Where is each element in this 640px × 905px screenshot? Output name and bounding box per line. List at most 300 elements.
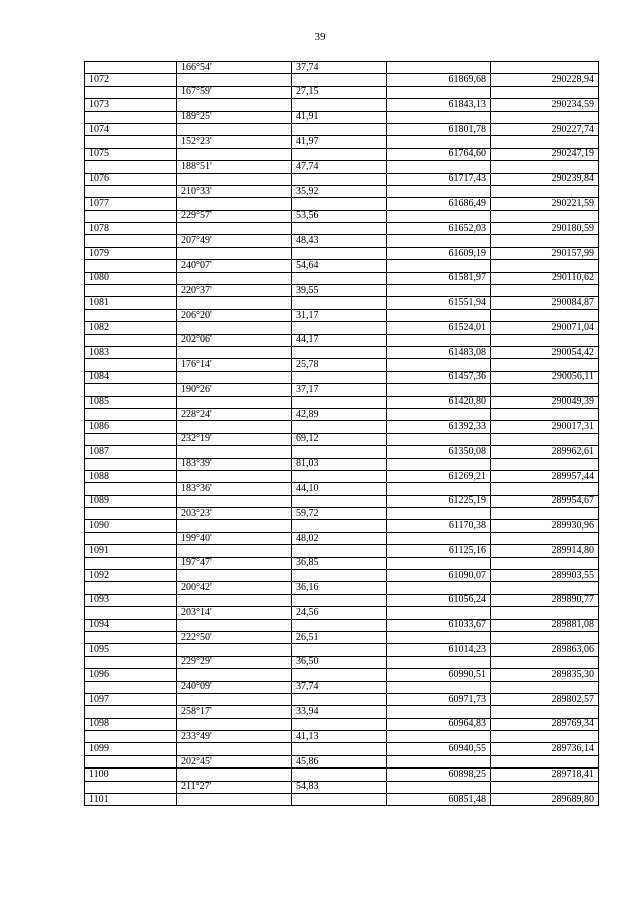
y-coordinate-cell <box>491 781 599 793</box>
point-number-cell <box>85 656 177 668</box>
y-coordinate-cell: 290228,94 <box>491 74 599 86</box>
x-coordinate-cell: 61033,67 <box>387 619 491 631</box>
table-row <box>85 309 599 321</box>
table-row <box>85 346 599 358</box>
direction-angle-cell <box>177 99 292 111</box>
y-coordinate-cell: 289769,34 <box>491 718 599 730</box>
table-row <box>85 532 599 544</box>
segment-length-cell: 26,51 <box>292 631 387 643</box>
direction-angle-cell <box>177 669 292 681</box>
point-number-cell: 1077 <box>85 198 177 210</box>
y-coordinate-cell <box>491 631 599 643</box>
x-coordinate-cell: 61225,19 <box>387 495 491 507</box>
point-number-cell: 1086 <box>85 421 177 433</box>
table-row <box>85 198 599 210</box>
segment-length-cell: 48,43 <box>292 235 387 247</box>
x-coordinate-cell <box>387 359 491 371</box>
y-coordinate-cell <box>491 408 599 420</box>
y-coordinate-cell: 290227,74 <box>491 123 599 135</box>
table-row <box>85 743 599 755</box>
table-row <box>85 755 599 768</box>
x-coordinate-cell: 61125,16 <box>387 545 491 557</box>
direction-angle-cell <box>177 794 292 806</box>
y-coordinate-cell <box>491 458 599 470</box>
x-coordinate-cell <box>387 458 491 470</box>
y-coordinate-cell <box>491 136 599 148</box>
segment-length-cell: 24,56 <box>292 607 387 619</box>
direction-angle-cell <box>177 371 292 383</box>
direction-angle-cell: 183°36' <box>177 483 292 495</box>
y-coordinate-cell: 290247,19 <box>491 148 599 160</box>
table-row <box>85 173 599 185</box>
y-coordinate-cell <box>491 384 599 396</box>
x-coordinate-cell <box>387 260 491 272</box>
direction-angle-cell: 232°19' <box>177 433 292 445</box>
direction-angle-cell <box>177 173 292 185</box>
x-coordinate-cell <box>387 136 491 148</box>
direction-angle-cell <box>177 198 292 210</box>
table-row <box>85 619 599 631</box>
y-coordinate-cell: 289736,14 <box>491 743 599 755</box>
y-coordinate-cell <box>491 607 599 619</box>
direction-angle-cell <box>177 297 292 309</box>
x-coordinate-cell: 61843,13 <box>387 99 491 111</box>
point-number-cell <box>85 111 177 123</box>
table-row <box>85 582 599 594</box>
y-coordinate-cell <box>491 309 599 321</box>
table-row <box>85 272 599 284</box>
point-number-cell: 1080 <box>85 272 177 284</box>
point-number-cell: 1081 <box>85 297 177 309</box>
point-number-cell: 1099 <box>85 743 177 755</box>
point-number-cell: 1096 <box>85 669 177 681</box>
segment-length-cell <box>292 421 387 433</box>
direction-angle-cell: 258°17' <box>177 706 292 718</box>
segment-length-cell: 41,91 <box>292 111 387 123</box>
x-coordinate-cell <box>387 210 491 222</box>
segment-length-cell <box>292 743 387 755</box>
y-coordinate-cell: 290157,99 <box>491 247 599 259</box>
segment-length-cell <box>292 272 387 284</box>
segment-length-cell <box>292 545 387 557</box>
segment-length-cell: 37,74 <box>292 62 387 74</box>
y-coordinate-cell: 289903,55 <box>491 570 599 582</box>
table-row <box>85 557 599 569</box>
segment-length-cell: 45,86 <box>292 755 387 768</box>
x-coordinate-cell: 61269,21 <box>387 470 491 482</box>
point-number-cell: 1075 <box>85 148 177 160</box>
y-coordinate-cell <box>491 86 599 98</box>
point-number-cell <box>85 458 177 470</box>
y-coordinate-cell <box>491 532 599 544</box>
segment-length-cell <box>292 794 387 806</box>
y-coordinate-cell: 289689,80 <box>491 794 599 806</box>
table-row <box>85 718 599 730</box>
table-row <box>85 396 599 408</box>
table-row <box>85 371 599 383</box>
direction-angle-cell <box>177 718 292 730</box>
x-coordinate-cell <box>387 656 491 668</box>
table-row <box>85 74 599 86</box>
segment-length-cell: 37,74 <box>292 681 387 693</box>
point-number-cell: 1091 <box>85 545 177 557</box>
y-coordinate-cell: 290084,87 <box>491 297 599 309</box>
point-number-cell <box>85 185 177 197</box>
y-coordinate-cell: 290180,59 <box>491 223 599 235</box>
direction-angle-cell: 166°54' <box>177 62 292 74</box>
x-coordinate-cell <box>387 161 491 173</box>
y-coordinate-cell <box>491 111 599 123</box>
x-coordinate-cell: 61581,97 <box>387 272 491 284</box>
segment-length-cell: 36,85 <box>292 557 387 569</box>
y-coordinate-cell <box>491 483 599 495</box>
x-coordinate-cell <box>387 607 491 619</box>
point-number-cell: 1089 <box>85 495 177 507</box>
direction-angle-cell: 176°14' <box>177 359 292 371</box>
x-coordinate-cell <box>387 408 491 420</box>
segment-length-cell <box>292 570 387 582</box>
x-coordinate-cell: 60898,25 <box>387 768 491 781</box>
point-number-cell: 1098 <box>85 718 177 730</box>
segment-length-cell: 59,72 <box>292 508 387 520</box>
direction-angle-cell <box>177 148 292 160</box>
y-coordinate-cell: 289881,08 <box>491 619 599 631</box>
direction-angle-cell <box>177 520 292 532</box>
segment-length-cell <box>292 396 387 408</box>
x-coordinate-cell <box>387 582 491 594</box>
y-coordinate-cell: 290049,39 <box>491 396 599 408</box>
x-coordinate-cell: 61609,19 <box>387 247 491 259</box>
direction-angle-cell <box>177 594 292 606</box>
point-number-cell: 1093 <box>85 594 177 606</box>
point-number-cell: 1084 <box>85 371 177 383</box>
segment-length-cell <box>292 123 387 135</box>
segment-length-cell: 81,03 <box>292 458 387 470</box>
point-number-cell <box>85 557 177 569</box>
point-number-cell <box>85 433 177 445</box>
point-number-cell: 1078 <box>85 223 177 235</box>
y-coordinate-cell: 290071,04 <box>491 322 599 334</box>
point-number-cell <box>85 408 177 420</box>
x-coordinate-cell: 61014,23 <box>387 644 491 656</box>
table-row <box>85 483 599 495</box>
x-coordinate-cell <box>387 681 491 693</box>
table-row <box>85 62 599 74</box>
direction-angle-cell: 210°33' <box>177 185 292 197</box>
y-coordinate-cell: 289957,44 <box>491 470 599 482</box>
x-coordinate-cell <box>387 334 491 346</box>
table-row <box>85 731 599 743</box>
point-number-cell <box>85 309 177 321</box>
direction-angle-cell <box>177 470 292 482</box>
direction-angle-cell: 229°29' <box>177 656 292 668</box>
table-row <box>85 446 599 458</box>
y-coordinate-cell: 289802,57 <box>491 693 599 705</box>
table-row <box>85 644 599 656</box>
segment-length-cell <box>292 223 387 235</box>
direction-angle-cell: 188°51' <box>177 161 292 173</box>
x-coordinate-cell <box>387 309 491 321</box>
table-row <box>85 247 599 259</box>
coordinates-table <box>84 61 599 806</box>
y-coordinate-cell: 290054,42 <box>491 346 599 358</box>
segment-length-cell: 41,13 <box>292 731 387 743</box>
direction-angle-cell <box>177 223 292 235</box>
table-row <box>85 285 599 297</box>
segment-length-cell <box>292 322 387 334</box>
y-coordinate-cell: 290221,59 <box>491 198 599 210</box>
segment-length-cell: 31,17 <box>292 309 387 321</box>
x-coordinate-cell <box>387 433 491 445</box>
point-number-cell: 1095 <box>85 644 177 656</box>
segment-length-cell: 41,97 <box>292 136 387 148</box>
point-number-cell: 1083 <box>85 346 177 358</box>
table-row <box>85 681 599 693</box>
table-row <box>85 631 599 643</box>
segment-length-cell <box>292 247 387 259</box>
segment-length-cell: 36,16 <box>292 582 387 594</box>
point-number-cell: 1090 <box>85 520 177 532</box>
direction-angle-cell <box>177 346 292 358</box>
direction-angle-cell <box>177 545 292 557</box>
segment-length-cell <box>292 470 387 482</box>
table-row <box>85 570 599 582</box>
segment-length-cell <box>292 619 387 631</box>
y-coordinate-cell <box>491 557 599 569</box>
table-row <box>85 656 599 668</box>
table-row <box>85 706 599 718</box>
point-number-cell <box>85 781 177 793</box>
y-coordinate-cell: 289954,67 <box>491 495 599 507</box>
y-coordinate-cell <box>491 235 599 247</box>
point-number-cell <box>85 86 177 98</box>
segment-length-cell: 25,78 <box>292 359 387 371</box>
segment-length-cell: 48,02 <box>292 532 387 544</box>
direction-angle-cell <box>177 74 292 86</box>
x-coordinate-cell <box>387 483 491 495</box>
direction-angle-cell: 167°59' <box>177 86 292 98</box>
point-number-cell: 1100 <box>85 768 177 781</box>
direction-angle-cell: 233°49' <box>177 731 292 743</box>
table-row <box>85 594 599 606</box>
table-row <box>85 359 599 371</box>
segment-length-cell <box>292 594 387 606</box>
y-coordinate-cell: 289962,61 <box>491 446 599 458</box>
segment-length-cell: 42,89 <box>292 408 387 420</box>
point-number-cell <box>85 235 177 247</box>
x-coordinate-cell <box>387 557 491 569</box>
segment-length-cell <box>292 74 387 86</box>
y-coordinate-cell: 290239,84 <box>491 173 599 185</box>
y-coordinate-cell: 289930,96 <box>491 520 599 532</box>
point-number-cell <box>85 706 177 718</box>
x-coordinate-cell <box>387 508 491 520</box>
x-coordinate-cell: 61392,33 <box>387 421 491 433</box>
segment-length-cell <box>292 198 387 210</box>
y-coordinate-cell <box>491 656 599 668</box>
direction-angle-cell: 240°07' <box>177 260 292 272</box>
point-number-cell: 1073 <box>85 99 177 111</box>
direction-angle-cell <box>177 446 292 458</box>
point-number-cell <box>85 607 177 619</box>
segment-length-cell <box>292 297 387 309</box>
direction-angle-cell <box>177 768 292 781</box>
segment-length-cell: 54,64 <box>292 260 387 272</box>
table-row <box>85 99 599 111</box>
point-number-cell <box>85 508 177 520</box>
coordinates-table-body <box>85 62 599 806</box>
segment-length-cell <box>292 346 387 358</box>
table-row <box>85 433 599 445</box>
x-coordinate-cell: 60940,55 <box>387 743 491 755</box>
y-coordinate-cell <box>491 508 599 520</box>
x-coordinate-cell <box>387 631 491 643</box>
table-row <box>85 111 599 123</box>
direction-angle-cell: 197°47' <box>177 557 292 569</box>
y-coordinate-cell: 290110,62 <box>491 272 599 284</box>
point-number-cell: 1085 <box>85 396 177 408</box>
segment-length-cell <box>292 718 387 730</box>
table-row <box>85 123 599 135</box>
x-coordinate-cell: 61457,36 <box>387 371 491 383</box>
point-number-cell <box>85 260 177 272</box>
segment-length-cell: 36,50 <box>292 656 387 668</box>
segment-length-cell: 69,12 <box>292 433 387 445</box>
table-row <box>85 161 599 173</box>
segment-length-cell: 27,15 <box>292 86 387 98</box>
point-number-cell <box>85 532 177 544</box>
table-row <box>85 384 599 396</box>
y-coordinate-cell: 289914,80 <box>491 545 599 557</box>
table-row <box>85 334 599 346</box>
direction-angle-cell: 202°06' <box>177 334 292 346</box>
direction-angle-cell <box>177 693 292 705</box>
x-coordinate-cell: 61090,07 <box>387 570 491 582</box>
y-coordinate-cell <box>491 285 599 297</box>
point-number-cell: 1072 <box>85 74 177 86</box>
segment-length-cell <box>292 371 387 383</box>
y-coordinate-cell <box>491 582 599 594</box>
y-coordinate-cell: 290056,11 <box>491 371 599 383</box>
y-coordinate-cell: 289718,41 <box>491 768 599 781</box>
direction-angle-cell: 206°20' <box>177 309 292 321</box>
point-number-cell <box>85 483 177 495</box>
y-coordinate-cell <box>491 210 599 222</box>
table-row <box>85 408 599 420</box>
table-row <box>85 210 599 222</box>
table-row <box>85 148 599 160</box>
y-coordinate-cell <box>491 260 599 272</box>
x-coordinate-cell <box>387 731 491 743</box>
x-coordinate-cell: 61483,08 <box>387 346 491 358</box>
table-row <box>85 458 599 470</box>
segment-length-cell: 47,74 <box>292 161 387 173</box>
direction-angle-cell: 222°50' <box>177 631 292 643</box>
direction-angle-cell: 207°49' <box>177 235 292 247</box>
table-row <box>85 508 599 520</box>
table-row <box>85 781 599 793</box>
point-number-cell <box>85 755 177 768</box>
table-row <box>85 185 599 197</box>
direction-angle-cell: 152°23' <box>177 136 292 148</box>
table-row <box>85 545 599 557</box>
x-coordinate-cell <box>387 111 491 123</box>
point-number-cell: 1082 <box>85 322 177 334</box>
x-coordinate-cell <box>387 781 491 793</box>
segment-length-cell: 39,55 <box>292 285 387 297</box>
segment-length-cell <box>292 495 387 507</box>
direction-angle-cell: 190°26' <box>177 384 292 396</box>
y-coordinate-cell <box>491 334 599 346</box>
direction-angle-cell: 183°39' <box>177 458 292 470</box>
point-number-cell: 1097 <box>85 693 177 705</box>
segment-length-cell: 53,56 <box>292 210 387 222</box>
segment-length-cell <box>292 148 387 160</box>
x-coordinate-cell <box>387 755 491 768</box>
point-number-cell <box>85 731 177 743</box>
table-row <box>85 297 599 309</box>
y-coordinate-cell <box>491 433 599 445</box>
direction-angle-cell <box>177 619 292 631</box>
x-coordinate-cell <box>387 285 491 297</box>
x-coordinate-cell: 61686,49 <box>387 198 491 210</box>
segment-length-cell: 54,83 <box>292 781 387 793</box>
y-coordinate-cell <box>491 62 599 74</box>
segment-length-cell: 37,17 <box>292 384 387 396</box>
table-row <box>85 669 599 681</box>
x-coordinate-cell: 61551,94 <box>387 297 491 309</box>
point-number-cell <box>85 161 177 173</box>
point-number-cell: 1074 <box>85 123 177 135</box>
x-coordinate-cell <box>387 235 491 247</box>
x-coordinate-cell <box>387 532 491 544</box>
x-coordinate-cell <box>387 384 491 396</box>
segment-length-cell: 35,92 <box>292 185 387 197</box>
x-coordinate-cell: 61652,03 <box>387 223 491 235</box>
direction-angle-cell: 228°24' <box>177 408 292 420</box>
direction-angle-cell: 200°42' <box>177 582 292 594</box>
table-row <box>85 470 599 482</box>
x-coordinate-cell: 60851,48 <box>387 794 491 806</box>
table-row <box>85 86 599 98</box>
x-coordinate-cell: 61801,78 <box>387 123 491 135</box>
point-number-cell <box>85 359 177 371</box>
y-coordinate-cell <box>491 731 599 743</box>
y-coordinate-cell: 290234,59 <box>491 99 599 111</box>
segment-length-cell <box>292 693 387 705</box>
direction-angle-cell <box>177 644 292 656</box>
point-number-cell <box>85 210 177 222</box>
y-coordinate-cell <box>491 185 599 197</box>
x-coordinate-cell: 61717,43 <box>387 173 491 185</box>
y-coordinate-cell <box>491 161 599 173</box>
segment-length-cell <box>292 520 387 532</box>
point-number-cell <box>85 136 177 148</box>
direction-angle-cell <box>177 322 292 334</box>
segment-length-cell <box>292 99 387 111</box>
x-coordinate-cell <box>387 185 491 197</box>
segment-length-cell <box>292 644 387 656</box>
x-coordinate-cell: 61869,68 <box>387 74 491 86</box>
x-coordinate-cell <box>387 86 491 98</box>
direction-angle-cell <box>177 570 292 582</box>
direction-angle-cell <box>177 421 292 433</box>
y-coordinate-cell <box>491 359 599 371</box>
table-row <box>85 520 599 532</box>
point-number-cell <box>85 285 177 297</box>
segment-length-cell <box>292 768 387 781</box>
direction-angle-cell <box>177 247 292 259</box>
